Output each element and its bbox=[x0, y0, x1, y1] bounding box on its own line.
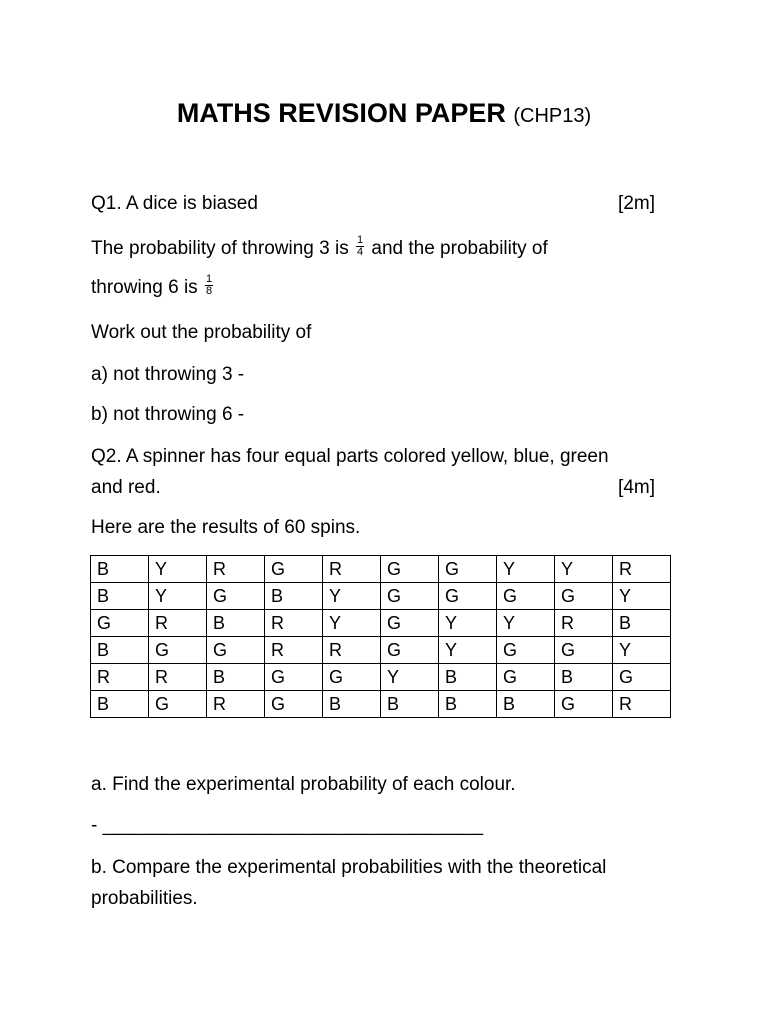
table-cell: G bbox=[613, 664, 671, 691]
q1-line1-prefix: The probability of throwing 3 is bbox=[91, 238, 349, 259]
table-cell: R bbox=[207, 556, 265, 583]
table-cell: G bbox=[381, 583, 439, 610]
table-cell: G bbox=[149, 637, 207, 664]
table-cell: G bbox=[381, 637, 439, 664]
q1-line2 bbox=[91, 273, 215, 300]
spin-results-table bbox=[90, 555, 671, 718]
table-row bbox=[91, 556, 671, 583]
table-cell: R bbox=[323, 637, 381, 664]
q1-line2-prefix: throwing 6 is bbox=[91, 277, 198, 298]
table-cell: B bbox=[381, 691, 439, 718]
q1-part-a: a) not throwing 3 - bbox=[91, 364, 245, 385]
table-cell: G bbox=[265, 691, 323, 718]
fraction-one-eighth bbox=[205, 274, 213, 297]
fraction-denominator: 4 bbox=[356, 246, 364, 259]
table-cell: G bbox=[149, 691, 207, 718]
table-cell: G bbox=[323, 664, 381, 691]
table-cell: G bbox=[381, 556, 439, 583]
title-main: MATHS REVISION PAPER bbox=[176, 98, 506, 128]
page-title bbox=[0, 98, 768, 129]
table-cell: G bbox=[497, 637, 555, 664]
q1-line1 bbox=[91, 234, 548, 261]
table-cell: R bbox=[207, 691, 265, 718]
table-cell: G bbox=[497, 664, 555, 691]
fraction-numerator: 1 bbox=[205, 273, 213, 286]
table-cell: Y bbox=[149, 556, 207, 583]
table-cell: Y bbox=[555, 556, 613, 583]
table-cell: B bbox=[91, 637, 149, 664]
q2-line2: and red. bbox=[91, 477, 161, 498]
table-cell: B bbox=[323, 691, 381, 718]
q1-part-b: b) not throwing 6 - bbox=[91, 404, 245, 425]
table-cell: B bbox=[91, 556, 149, 583]
q2-marks: [4m] bbox=[618, 477, 655, 498]
table-cell: G bbox=[439, 556, 497, 583]
table-cell: G bbox=[555, 637, 613, 664]
table-cell: B bbox=[91, 583, 149, 610]
table-cell: R bbox=[91, 664, 149, 691]
table-cell: B bbox=[439, 664, 497, 691]
table-cell: G bbox=[555, 583, 613, 610]
q2-part-a: a. Find the experimental probability of each colour. bbox=[91, 774, 516, 795]
table-cell: R bbox=[613, 691, 671, 718]
fraction-one-quarter bbox=[356, 235, 364, 258]
table-cell: Y bbox=[613, 637, 671, 664]
table-row bbox=[91, 691, 671, 718]
table-cell: Y bbox=[497, 556, 555, 583]
q2-part-b-line2: probabilities. bbox=[91, 888, 198, 909]
table-cell: G bbox=[555, 691, 613, 718]
table-cell: Y bbox=[323, 583, 381, 610]
table-cell: B bbox=[207, 610, 265, 637]
table-cell: R bbox=[265, 610, 323, 637]
table-cell: B bbox=[207, 664, 265, 691]
table-cell: G bbox=[381, 610, 439, 637]
table-cell: Y bbox=[439, 637, 497, 664]
table-cell: G bbox=[439, 583, 497, 610]
q2-part-b-line1: b. Compare the experimental probabilities with the theoretical bbox=[91, 857, 607, 878]
table-cell: G bbox=[207, 583, 265, 610]
table-row bbox=[91, 637, 671, 664]
table-row bbox=[91, 583, 671, 610]
q1-line1-suffix: and the probability of bbox=[371, 238, 548, 259]
table-cell: B bbox=[265, 583, 323, 610]
table-cell: B bbox=[439, 691, 497, 718]
table-row bbox=[91, 664, 671, 691]
table-cell: G bbox=[265, 556, 323, 583]
table-cell: R bbox=[265, 637, 323, 664]
table-cell: B bbox=[613, 610, 671, 637]
table-cell: B bbox=[497, 691, 555, 718]
table-row bbox=[91, 610, 671, 637]
title-chapter: (CHP13) bbox=[513, 105, 592, 127]
table-cell: Y bbox=[149, 583, 207, 610]
table-cell: R bbox=[555, 610, 613, 637]
table-cell: Y bbox=[613, 583, 671, 610]
table-cell: Y bbox=[323, 610, 381, 637]
table-cell: R bbox=[149, 610, 207, 637]
q1-instruction: Work out the probability of bbox=[91, 322, 312, 343]
fraction-numerator: 1 bbox=[356, 234, 364, 247]
q2-results-intro: Here are the results of 60 spins. bbox=[91, 517, 361, 538]
table-cell: Y bbox=[497, 610, 555, 637]
table-cell: Y bbox=[439, 610, 497, 637]
q1-heading: Q1. A dice is biased bbox=[91, 193, 258, 214]
table-cell: G bbox=[91, 610, 149, 637]
table-cell: R bbox=[323, 556, 381, 583]
table-cell: B bbox=[91, 691, 149, 718]
fraction-denominator: 8 bbox=[205, 285, 213, 298]
answer-line: - ____________________________________ bbox=[91, 815, 484, 836]
table-cell: G bbox=[265, 664, 323, 691]
table-cell: G bbox=[207, 637, 265, 664]
table-cell: R bbox=[613, 556, 671, 583]
table-cell: B bbox=[555, 664, 613, 691]
table-cell: R bbox=[149, 664, 207, 691]
table-cell: G bbox=[497, 583, 555, 610]
table-cell: Y bbox=[381, 664, 439, 691]
q2-line1: Q2. A spinner has four equal parts colored yellow, blue, green bbox=[91, 446, 609, 467]
q1-marks: [2m] bbox=[618, 193, 655, 214]
